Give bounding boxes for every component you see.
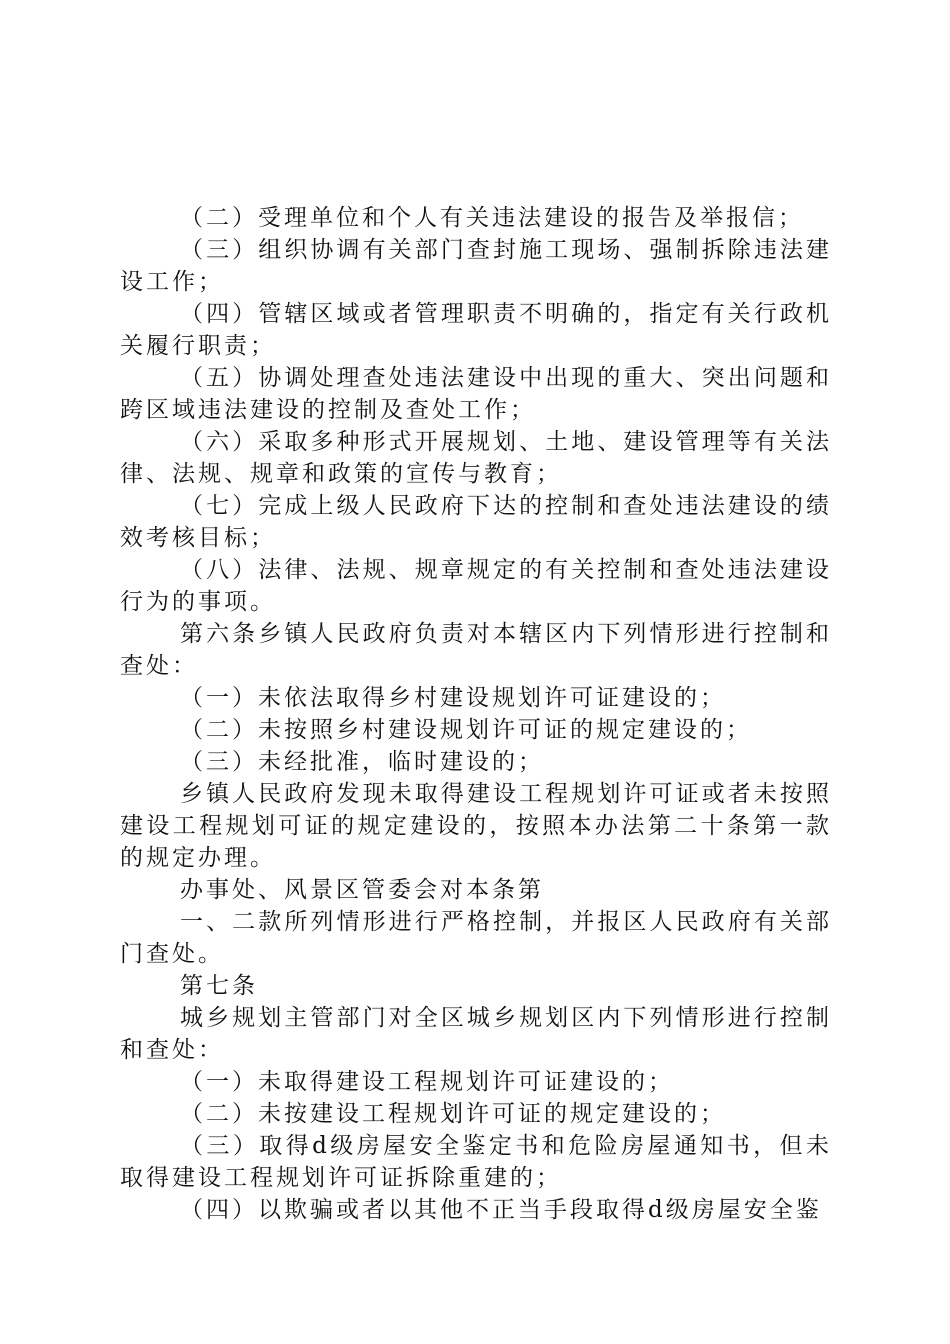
article-7-item-2: （二）未按建设工程规划许可证的规定建设的； — [180, 1101, 726, 1127]
article-6-item-2: （二）未按照乡村建设规划许可证的规定建设的； — [180, 717, 752, 743]
paragraph-item-3: （三）组织协调有关部门查封施工现场、强制拆除违法建设工作； — [120, 237, 832, 295]
paragraph-item-5: （五）协调处理查处违法建设中出现的重大、突出问题和跨区域违法建设的控制及查处工作； — [120, 365, 832, 423]
article-6-heading: 第六条乡镇人民政府负责对本辖区内下列情形进行控制和查处： — [120, 621, 832, 679]
article-7-item-3: （三）取得d级房屋安全鉴定书和危险房屋通知书，但未取得建设工程规划许可证拆除重建的； — [120, 1133, 832, 1191]
article-7-intro: 城乡规划主管部门对全区城乡规划区内下列情形进行控制和查处： — [120, 1005, 832, 1063]
paragraph-item-2: （二）受理单位和个人有关违法建设的报告及举报信； — [180, 205, 804, 231]
paragraph-item-7: （七）完成上级人民政府下达的控制和查处违法建设的绩效考核目标； — [120, 493, 832, 551]
article-7-heading: 第七条 — [180, 973, 258, 999]
article-6-item-1: （一）未依法取得乡村建设规划许可证建设的； — [180, 685, 726, 711]
paragraph-item-6: （六）采取多种形式开展规划、土地、建设管理等有关法律、法规、规章和政策的宣传与教育； — [120, 429, 832, 487]
paragraph-item-8: （八）法律、法规、规章规定的有关控制和查处违法建设行为的事项。 — [120, 557, 832, 615]
article-6-item-3: （三）未经批准，临时建设的； — [180, 749, 544, 775]
township-provision: 乡镇人民政府发现未取得建设工程规划许可证或者未按照建设工程规划可证的规定建设的，按照本办法第二十条第一款的规定办理。 — [120, 781, 832, 871]
control-provision: 一、二款所列情形进行严格控制，并报区人民政府有关部门查处。 — [120, 909, 832, 967]
article-7-item-4: （四）以欺骗或者以其他不正当手段取得d级房屋安全鉴 — [180, 1197, 822, 1223]
document-body — [120, 202, 832, 1226]
article-7-item-1: （一）未取得建设工程规划许可证建设的； — [180, 1069, 674, 1095]
office-provision: 办事处、风景区管委会对本条第 — [180, 877, 544, 903]
paragraph-item-4: （四）管辖区域或者管理职责不明确的，指定有关行政机关履行职责； — [120, 301, 832, 359]
